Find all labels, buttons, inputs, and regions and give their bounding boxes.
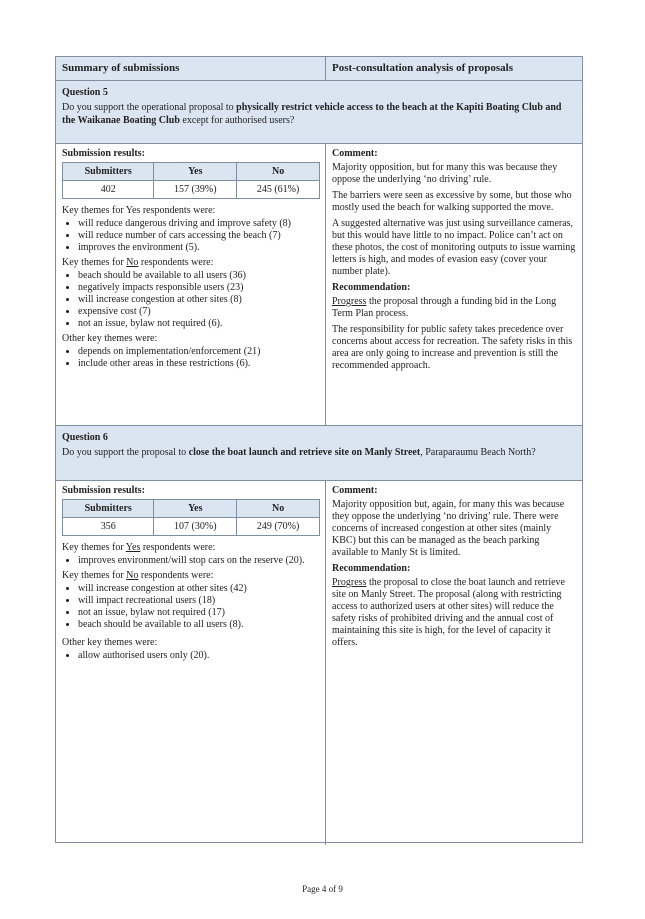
yes-themes-list bbox=[62, 218, 319, 254]
comment-label: Comment: bbox=[332, 485, 378, 496]
question-6-title: Question 6 bbox=[62, 432, 108, 443]
recommendation-paragraph: The responsibility for public safety takes precedence over concerns about access for recreation. The safety risks in this area are only going to increase and prevention is still the recommended approach. bbox=[332, 324, 573, 371]
recommendation-paragraph bbox=[332, 296, 576, 320]
yes-themes-label bbox=[62, 542, 319, 554]
list-item: • will increase congestion at other sites (8) bbox=[78, 294, 319, 306]
question-5-title: Question 5 bbox=[62, 87, 108, 98]
question-text-bold: physically restrict vehicle access to the beach at the Kapiti Boating Club and the Waikanae Boating Club bbox=[62, 102, 562, 126]
label-part: respondents were: bbox=[138, 570, 214, 581]
list-item: • will increase congestion at other sites (42) bbox=[78, 583, 319, 595]
label-underlined: Yes bbox=[125, 542, 141, 553]
table-header bbox=[56, 57, 582, 81]
no-themes-list bbox=[62, 583, 319, 631]
results-table bbox=[62, 162, 320, 199]
question-5-band bbox=[56, 81, 582, 144]
comment-paragraph: Majority opposition, but for many this was because they oppose the underlying ‘no driving’ rule. bbox=[332, 162, 558, 185]
header-summary: Summary of submissions bbox=[56, 57, 326, 80]
recommendation-paragraph bbox=[332, 577, 576, 649]
col-yes: Yes bbox=[154, 163, 237, 181]
list-item: • depends on implementation/enforcement (21) bbox=[78, 346, 319, 358]
col-no: No bbox=[237, 500, 320, 518]
question-6-analysis bbox=[326, 481, 582, 845]
list-item: • will reduce number of cars accessing the beach (7) bbox=[78, 230, 319, 242]
col-yes: Yes bbox=[154, 500, 237, 518]
question-6-text bbox=[62, 446, 576, 459]
recommendation-label: Recommendation: bbox=[332, 282, 411, 293]
yes-value: 157 (39%) bbox=[154, 181, 237, 199]
comment-paragraph: Majority opposition but, again, for many this was because they oppose the underlying ‘no driving’ rule. There were concerns of increased congestion at other sites (mainly KBC) but this can be managed as the beach parking available to Manly St is limited. bbox=[332, 499, 565, 558]
yes-themes-list bbox=[62, 555, 319, 567]
label-part: respondents were: bbox=[138, 257, 214, 268]
results-label: Submission results: bbox=[62, 485, 145, 496]
label-part: Key themes for bbox=[62, 542, 126, 553]
question-text-part: Do you support the operational proposal to bbox=[62, 102, 237, 113]
list-item: • improves environment/will stop cars on the reserve (20). bbox=[78, 555, 319, 567]
question-5-body bbox=[56, 144, 582, 426]
label-part: Key themes for bbox=[62, 257, 127, 268]
question-5-text bbox=[62, 101, 576, 127]
other-themes-list bbox=[62, 650, 319, 662]
list-item: • not an issue, bylaw not required (6). bbox=[78, 318, 319, 330]
question-6-summary bbox=[56, 481, 326, 845]
no-themes-list bbox=[62, 270, 319, 330]
question-6-body bbox=[56, 481, 582, 845]
comment-label: Comment: bbox=[332, 148, 378, 159]
label-underlined: No bbox=[126, 257, 139, 268]
col-submitters: Submitters bbox=[63, 163, 154, 181]
list-item: • beach should be available to all users (8). bbox=[78, 619, 319, 631]
results-label: Submission results: bbox=[62, 148, 145, 159]
list-item: • allow authorised users only (20). bbox=[78, 650, 319, 662]
other-themes-label: Other key themes were: bbox=[62, 637, 158, 648]
question-text-bold: close the boat launch and retrieve site on Manly Street bbox=[188, 447, 421, 458]
page-number: Page 4 of 9 bbox=[302, 884, 343, 894]
comment-paragraph: The barriers were seen as excessive by some, but those who mostly used the beach for walking supported the move. bbox=[332, 190, 572, 213]
list-item: • will impact recreational users (18) bbox=[78, 595, 319, 607]
submitters-value: 356 bbox=[63, 518, 154, 536]
comment-paragraph: A suggested alternative was just using surveillance cameras, but this would have little to no impact. Police can’t act on these photos, the cost of monitoring outputs to issue warning letters is high, and modes of evasion easy (cover your number plate). bbox=[332, 218, 576, 277]
submissions-table bbox=[55, 56, 583, 843]
label-underlined: No bbox=[126, 570, 139, 581]
list-item: • negatively impacts responsible users (23) bbox=[78, 282, 319, 294]
results-table bbox=[62, 499, 320, 536]
question-5-analysis bbox=[326, 144, 582, 425]
header-analysis: Post-consultation analysis of proposals bbox=[332, 62, 514, 74]
yes-themes-label: Key themes for Yes respondents were: bbox=[62, 205, 216, 216]
recommendation-text: the proposal to close the boat launch and retrieve site on Manly Street. The proposal (along with restricting access to authorized users at other sites) will reduce the safety risks of prohibited driving and the annual cost of maintaining this site is high, for the level of capacity it offers. bbox=[332, 577, 565, 648]
question-text-part: , Paraparaumu Beach North? bbox=[420, 447, 536, 458]
other-themes-label: Other key themes were: bbox=[62, 333, 158, 344]
other-themes-list bbox=[62, 346, 319, 370]
label-part: Key themes for bbox=[62, 570, 127, 581]
question-5-summary bbox=[56, 144, 326, 425]
question-text-part: except for authorised users? bbox=[179, 115, 295, 126]
label-part: respondents were: bbox=[140, 542, 216, 553]
list-item: • expensive cost (7) bbox=[78, 306, 319, 318]
list-item: • not an issue, bylaw not required (17) bbox=[78, 607, 319, 619]
no-themes-label bbox=[62, 570, 319, 582]
recommendation-label: Recommendation: bbox=[332, 563, 411, 574]
no-value: 245 (61%) bbox=[237, 181, 320, 199]
col-submitters: Submitters bbox=[63, 500, 154, 518]
recommendation-keyword: Progress bbox=[332, 577, 367, 588]
no-value: 249 (70%) bbox=[237, 518, 320, 536]
list-item: • beach should be available to all users (36) bbox=[78, 270, 319, 282]
list-item: • will reduce dangerous driving and improve safety (8) bbox=[78, 218, 319, 230]
yes-value: 107 (30%) bbox=[154, 518, 237, 536]
list-item: • improves the environment (5). bbox=[78, 242, 319, 254]
question-6-band bbox=[56, 426, 582, 481]
question-text-part: Do you support the proposal to bbox=[62, 447, 189, 458]
submitters-value: 402 bbox=[63, 181, 154, 199]
recommendation-text: the proposal through a funding bid in the Long Term Plan process. bbox=[332, 296, 557, 319]
list-item: • include other areas in these restrictions (6). bbox=[78, 358, 319, 370]
col-no: No bbox=[237, 163, 320, 181]
no-themes-label bbox=[62, 257, 319, 269]
recommendation-keyword: Progress bbox=[332, 296, 367, 307]
